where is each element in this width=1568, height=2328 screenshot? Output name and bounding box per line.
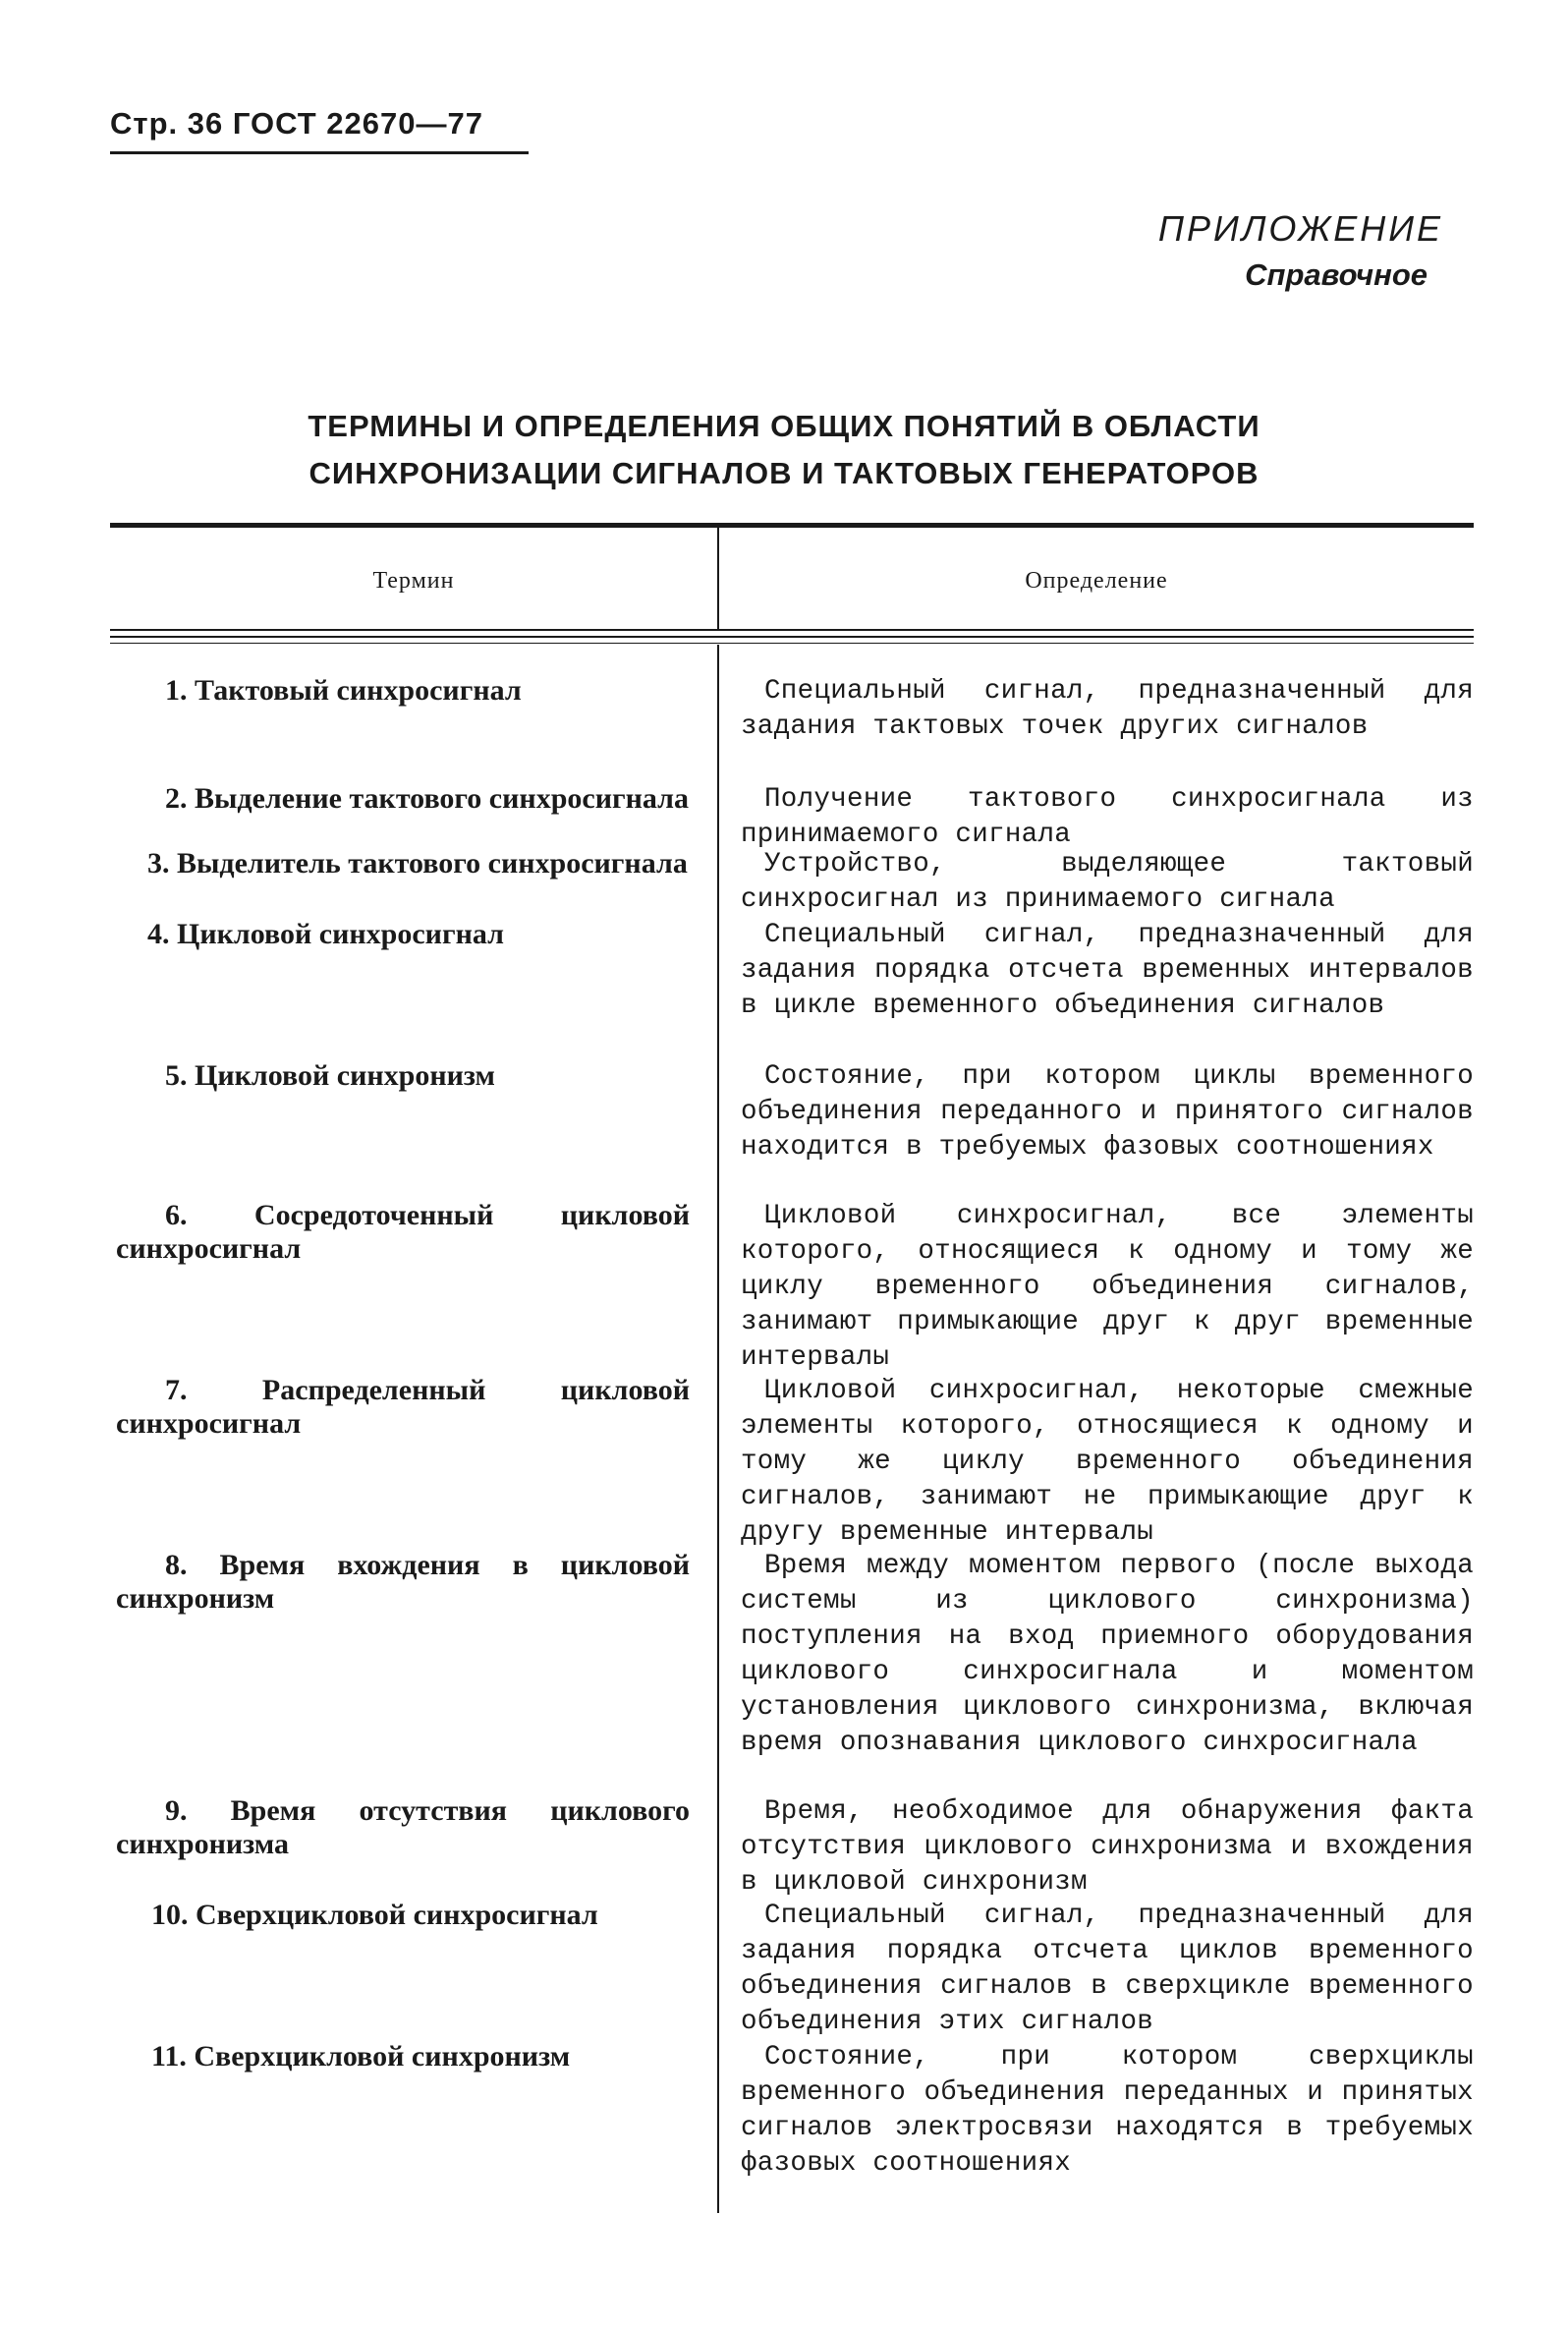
table-body-divider: [717, 645, 719, 2213]
term-10: 10. Сверхцикловой синхросигнал: [151, 1899, 598, 1931]
term-6: 6. Сосредоточенный цикловой синхросигнал: [116, 1199, 690, 1265]
definition-2: Получение тактового синхросигнала из принимаемого сигнала: [741, 784, 1474, 850]
definition-8: Время между моментом первого (после выхода системы из циклового синхронизма) поступления на вход приемного оборудования циклового синхросигнала и моментом установления циклового синхронизма, включая время опознавания циклового синхросигнала: [741, 1551, 1474, 1758]
term-4: 4. Цикловой синхросигнал: [147, 918, 504, 950]
definition-1: Специальный сигнал, предназначенный для задания тактовых точек других сигналов: [741, 676, 1474, 742]
table-top-rule: [110, 523, 1474, 528]
term-11: 11. Сверхцикловой синхронизм: [151, 2040, 571, 2072]
definition-4: Специальный сигнал, предназначенный для задания порядка отсчета временных интервалов в цикле временного объединения сигналов: [741, 920, 1474, 1021]
table-header-rule-3: [110, 643, 1474, 644]
definition-7: Цикловой синхросигнал, некоторые смежные элементы которого, относящиеся к одному и тому же циклу временного объединения сигналов, занимают не примыкающие друг к другу временные интервалы: [741, 1376, 1474, 1548]
term-1: 1. Тактовый синхросигнал: [165, 674, 522, 707]
term-8: 8. Время вхождения в цикловой синхронизм: [116, 1549, 690, 1615]
table-header-rule-2: [110, 636, 1474, 638]
definition-5: Состояние, при котором циклы временного объединения переданного и принятого сигналов находится в требуемых фазовых соотношениях: [741, 1061, 1474, 1163]
term-3: 3. Выделитель тактового синхросигнала: [147, 847, 688, 880]
definition-11: Состояние, при котором сверхциклы временного объединения переданных и принятых сигналов электросвязи находятся в требуемых фазовых соотношениях: [741, 2042, 1474, 2179]
definition-6: Цикловой синхросигнал, все элементы которого, относящиеся к одному и тому же циклу временного объединения сигналов, занимают примыкающие друг к друг временные интервалы: [741, 1201, 1474, 1373]
page-header: Стр. 36 ГОСТ 22670—77: [110, 106, 483, 141]
appendix-title: ПРИЛОЖЕНИЕ: [1157, 208, 1443, 249]
term-7: 7. Распределенный цикловой синхросигнал: [116, 1374, 690, 1440]
definition-3: Устройство, выделяющее тактовый синхросигнал из принимаемого сигнала: [741, 849, 1474, 915]
term-9: 9. Время отсутствия циклового синхронизма: [116, 1794, 690, 1860]
column-header-term: Термин: [372, 568, 455, 594]
document-title-line-1: ТЕРМИНЫ И ОПРЕДЕЛЕНИЯ ОБЩИХ ПОНЯТИЙ В ОБЛАСТИ: [308, 409, 1260, 443]
term-5: 5. Цикловой синхронизм: [165, 1059, 495, 1092]
column-header-definition: Определение: [1025, 568, 1168, 594]
table-header-rule-1: [110, 629, 1474, 631]
header-underline: [110, 151, 529, 154]
document-title-line-2: СИНХРОНИЗАЦИИ СИГНАЛОВ И ТАКТОВЫХ ГЕНЕРАТОРОВ: [308, 456, 1260, 490]
definition-10: Специальный сигнал, предназначенный для задания порядка отсчета циклов временного объединения сигналов в сверхцикле временного объединения этих сигналов: [741, 1901, 1474, 2037]
appendix-subtitle: Справочное: [1245, 257, 1428, 292]
term-2: 2. Выделение тактового синхросигнала: [165, 782, 689, 815]
definition-9: Время, необходимое для обнаружения факта отсутствия циклового синхронизма и вхождения в цикловой синхронизм: [741, 1796, 1474, 1898]
